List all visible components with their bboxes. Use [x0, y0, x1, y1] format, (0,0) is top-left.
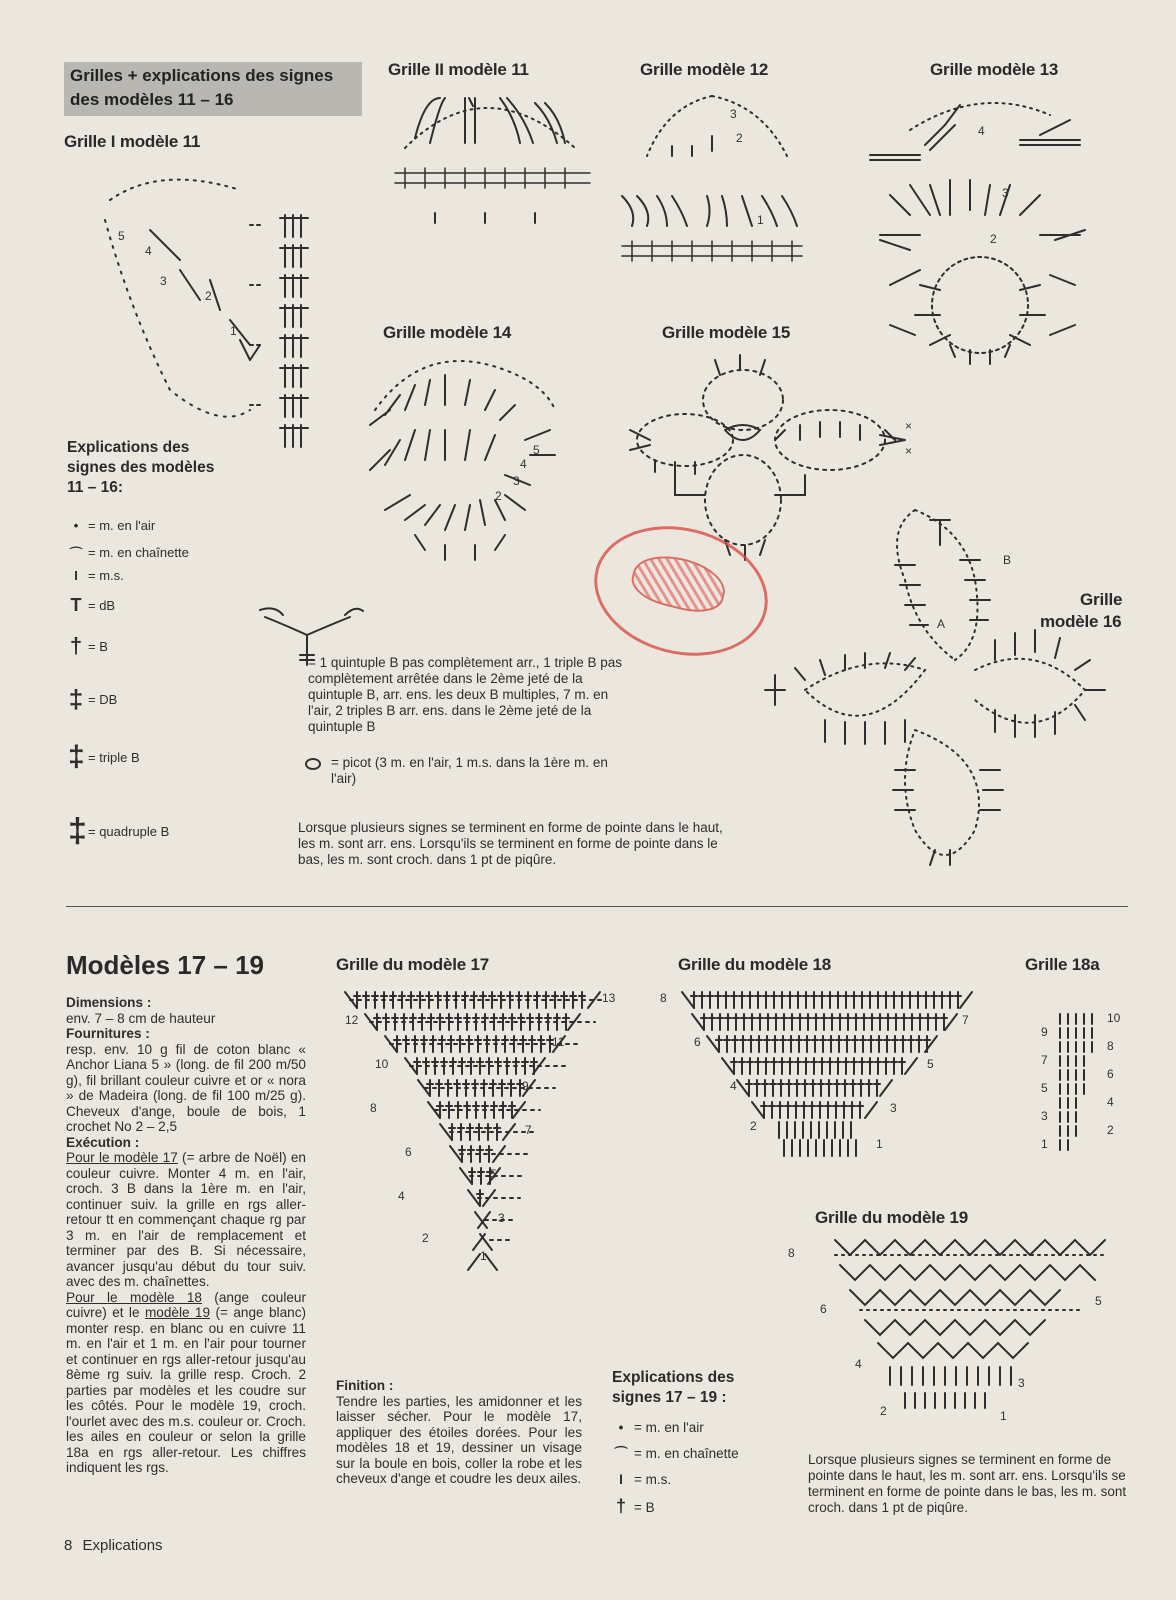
legend-item-b [68, 633, 108, 659]
diagram-grid18a [1041, 1011, 1135, 1162]
arc-symbol-icon: ⌒ [69, 546, 83, 561]
row-number: 3 [890, 1101, 897, 1115]
row-number: 6 [405, 1145, 412, 1159]
row-number: 4 [1107, 1095, 1114, 1109]
row-number: 3 [1041, 1109, 1048, 1123]
stitch-mark [692, 1014, 704, 1030]
double-treble-symbol-icon: ‡ [68, 684, 84, 714]
legend-picot-text: = picot (3 m. en l'air, 1 m.s. dans la 1ère m. en l'air) [331, 755, 608, 786]
triple-treble-symbol-icon: ‡ [68, 740, 85, 773]
dimensions-label: Dimensions : [66, 995, 152, 1010]
footer [64, 1537, 163, 1554]
turtle-stamp-icon [627, 548, 730, 619]
half-treble-symbol-icon: T [70, 595, 82, 615]
legend-item-text: = B [88, 638, 108, 654]
legend-item-chain-stitch [68, 518, 155, 533]
legend-item-text: = m.s. [88, 568, 124, 583]
exec-p1-text: (= arbre de Noël) en couleur cuivre. Monter 4 m. en l'air, croch. 3 B dans la 1ère m. en l'air, continuer suiv. la grille en rgs aller-retour tt en commençant chaque rg par 3 m. en l'air de remplacement et terminer par des B. Si nécessaire, avancer jusqu'au début du tour suiv. avec des m. chaînettes. [66, 1150, 306, 1289]
stitch-mark [365, 1014, 377, 1030]
treble-symbol-icon: † [69, 633, 83, 658]
svg-text:4: 4 [978, 124, 985, 138]
diagram-m16 [765, 500, 1125, 880]
legend-item-text: = DB [88, 692, 118, 707]
svg-text:4: 4 [520, 457, 527, 471]
legend-item-text: = m. en l'air [88, 518, 156, 533]
grid-m13-title: Grille modèle 13 [930, 60, 1059, 79]
row-number: 1 [876, 1137, 883, 1151]
row-number: 8 [660, 991, 667, 1005]
legend-11-16-title [67, 438, 214, 498]
legend-item-text: = B [634, 1500, 655, 1515]
stitch-mark [752, 1102, 764, 1118]
dot-symbol-icon: • [618, 1420, 624, 1435]
bar-symbol-icon: I [74, 568, 78, 583]
stitch-mark [865, 1102, 877, 1118]
diagram-m13 [850, 85, 1120, 365]
grid2-m11-title: Grille II modèle 11 [388, 60, 529, 79]
dot-symbol-icon: • [73, 518, 79, 533]
finition-label: Finition : [336, 1378, 394, 1393]
stitch-mark [385, 1036, 397, 1052]
fournitures-label: Fournitures : [66, 1026, 150, 1041]
quadruple-treble-symbol-icon: ‡ [68, 812, 87, 850]
arc-symbol-icon: ⌒ [614, 1446, 628, 1461]
diagram-grid2-m11 [385, 88, 595, 238]
picot-symbol-icon [305, 758, 321, 770]
legend-item-db [68, 595, 115, 616]
stitch-mark [945, 1014, 957, 1030]
dimensions-text: env. 7 – 8 cm de hauteur [66, 1010, 216, 1026]
stitch-mark [905, 1058, 917, 1074]
grid-m16-title-line2: modèle 16 [1040, 612, 1122, 631]
treble-symbol-icon: † [615, 1496, 626, 1516]
footer-section: Explications [82, 1537, 163, 1554]
row-number: 3 [498, 1211, 505, 1225]
stitch-mark [707, 1036, 719, 1052]
legend-11-16-title-line2: signes des modèles [67, 459, 215, 476]
stitch-mark [880, 1080, 892, 1096]
finition-block [336, 1378, 582, 1487]
execution-label: Exécution : [66, 1134, 140, 1150]
grid-m12-title: Grille modèle 12 [640, 60, 769, 79]
svg-text:3: 3 [730, 107, 737, 121]
row-number: 6 [820, 1302, 827, 1316]
row-number: 1 [1041, 1137, 1048, 1151]
row-number: 2 [750, 1119, 757, 1133]
legend-11-16-title-line3: 11 – 16: [67, 479, 124, 496]
page-number: 8 [64, 1537, 73, 1554]
svg-text:2: 2 [990, 232, 997, 246]
row-number: 8 [788, 1246, 795, 1260]
legend-item-text: = dB [88, 598, 116, 613]
diagram-grid18 [660, 990, 1002, 1170]
diagram-grid1-m11 [90, 160, 340, 470]
row-number: 9 [522, 1079, 529, 1093]
grid19-title: Grille du modèle 19 [815, 1208, 969, 1227]
row-number: 6 [694, 1035, 701, 1049]
row-number: 8 [370, 1101, 377, 1115]
legend-17-19-item-4 [612, 1498, 655, 1516]
legend-17-19-item-2 [612, 1446, 739, 1462]
legend-17-19-item-1 [612, 1420, 704, 1436]
stitch-mark [960, 992, 972, 1008]
row-number: 10 [1107, 1011, 1121, 1025]
grid-m16-title-line1: Grille [1080, 590, 1123, 609]
grid1-m11-title: Grille I modèle 11 [64, 132, 201, 151]
row-number: 1 [1000, 1409, 1007, 1423]
row-number: 2 [422, 1231, 429, 1245]
section-header-line1: Grilles + explications des signes [70, 66, 334, 85]
svg-text:1: 1 [230, 324, 237, 338]
row-number: 13 [602, 991, 616, 1005]
grid-m15-title: Grille modèle 15 [662, 323, 791, 342]
exec-p2-text: (= ange blanc) monter resp. en blanc ou en cuivre 11 m. en l'air et 1 m. en l'air pour tourner et continuer en rgs aller-retour jusqu'au 8ème rg suiv. la grille resp. Croch. 2 parties par modèles et les coudre sur les côtés. Pour le modèle 19, croch. l'ourlet avec des m.s. couleur or. Croch. les ailes en couleur or selon la grille 18a en rgs aller-retour. Les chiffres indiquent les rgs. [66, 1305, 307, 1475]
stitch-mark [722, 1058, 734, 1074]
svg-text:1: 1 [757, 213, 764, 227]
row-number: 6 [1107, 1067, 1114, 1081]
bar-symbol-icon: I [619, 1472, 623, 1487]
row-number: 4 [398, 1189, 405, 1203]
svg-text:2: 2 [495, 489, 502, 503]
legend-11-16-title-line1: Explications des [67, 439, 190, 456]
grid18a-title: Grille 18a [1025, 955, 1100, 974]
stitch-mark [473, 1234, 485, 1250]
exec-p2-link2: modèle 19 [144, 1305, 211, 1320]
legend-note-11-16: Lorsque plusieurs signes se terminent en forme de pointe dans le haut, les m. sont arr. ens. Lorsqu'ils se terminent en forme de pointe dans le bas, les m. sont croch. dans 1 pt de piqûre. [298, 820, 723, 867]
row-number: 7 [525, 1123, 532, 1137]
exec-p2-link1: Pour le modèle 18 [66, 1289, 202, 1305]
row-number: 5 [490, 1167, 497, 1181]
row-number: 11 [552, 1035, 565, 1049]
legend-item-text: = m. en chaînette [634, 1446, 739, 1461]
legend-item-double-b [68, 684, 117, 715]
section-header-box [64, 62, 362, 116]
legend-item-slip-chain [68, 543, 189, 562]
grid17-title: Grille du modèle 17 [336, 955, 490, 974]
legend-item-text: = m.s. [634, 1472, 672, 1487]
svg-text:B: B [1003, 553, 1012, 567]
legend-item-text: = triple B [88, 749, 140, 765]
row-number: 9 [1041, 1025, 1048, 1039]
row-number: 12 [345, 1013, 359, 1027]
row-number: 7 [1041, 1053, 1048, 1067]
row-number: 8 [1107, 1039, 1114, 1053]
legend-17-19-item-3 [612, 1472, 671, 1488]
svg-text:2: 2 [736, 131, 743, 145]
row-number: 5 [1095, 1294, 1102, 1308]
section2-instructions [66, 995, 306, 1476]
stitch-mark [480, 1234, 492, 1250]
row-number: 1 [480, 1249, 487, 1263]
finition-text: Tendre les parties, les amidonner et les laisser sécher. Pour le modèle 17, appliquer des étoiles dorées. Pour les modèles 18 et 19, dessiner un visage sur la boule en bois, coller la robe et les cheveux d'ange et coudre les deux ailes. [336, 1393, 582, 1486]
row-number: 3 [1018, 1376, 1025, 1390]
legend-item-triple-b [68, 740, 140, 774]
legend-item-single [68, 568, 124, 583]
svg-text:A: A [937, 617, 946, 631]
diagram-m14 [355, 350, 605, 570]
diagram-m12 [612, 86, 822, 286]
legend-picot-item [305, 755, 630, 787]
svg-text:2: 2 [205, 289, 212, 303]
legend-item-text: = quadruple B [88, 824, 170, 839]
diagram-grid17 [340, 990, 640, 1290]
svg-text:×: × [905, 444, 913, 458]
diagram-grid19 [788, 1235, 1130, 1425]
fournitures-text: resp. env. 10 g fil de coton blanc « Anchor Liana 5 » (long. de fil 200 m/50 g), fil brillant couleur cuivre et or « nora » de Madeira (long. de fil 100 m/25 g). Cheveux d'ange, boule de bois, 1 crochet No 2 – 2,5 [66, 1041, 306, 1134]
legend-item-quadruple-b [68, 812, 169, 851]
row-number: 5 [927, 1057, 934, 1071]
legend-17-19-title-line1: Explications des [612, 1369, 735, 1386]
exec-p2-mid: (ange couleur cuivre) et le [66, 1289, 306, 1320]
legend-item-text: = m. en chaînette [88, 545, 189, 560]
svg-text:5: 5 [533, 443, 540, 457]
svg-text:3: 3 [160, 274, 167, 288]
stitch-mark [485, 1254, 497, 1270]
stitch-mark [345, 992, 357, 1008]
legend-item-text: = m. en l'air [634, 1420, 704, 1435]
row-number: 2 [1107, 1123, 1114, 1137]
svg-text:5: 5 [118, 229, 125, 243]
row-number: 10 [375, 1057, 389, 1071]
stitch-mark [682, 992, 694, 1008]
grid18-title: Grille du modèle 18 [678, 955, 832, 974]
section2-title: Modèles 17 – 19 [66, 950, 264, 980]
legend-quintuple-text: = 1 quintuple B pas complètement arr., 1 triple B pas complètement arrêtée dans le 2ème jeté de la quintuple B, arr. ens. les deux B multiples, 7 m. en l'air, 2 triples B arr. ens. dans le 2ème jeté de la quintuple B [308, 655, 623, 734]
grid-m14-title: Grille modèle 14 [383, 323, 512, 342]
svg-text:4: 4 [145, 244, 152, 258]
legend-17-19-title [612, 1368, 734, 1408]
stitch-mark [405, 1058, 417, 1074]
row-number: 4 [730, 1079, 737, 1093]
row-number: 5 [1041, 1081, 1048, 1095]
legend-note-17-19: Lorsque plusieurs signes se terminent en forme de pointe dans le haut, les m. sont arr. ens. Lorsqu'ils se terminent en forme de pointe dans le bas, les m. sont croch. dans 1 pt de piqûre. [808, 1452, 1127, 1515]
section-header-line2: des modèles 11 – 16 [70, 90, 234, 109]
svg-text:×: × [905, 419, 913, 433]
exec-p1-link: Pour le modèle 17 [66, 1150, 178, 1165]
row-number: 7 [962, 1013, 969, 1027]
row-number: 4 [855, 1357, 862, 1371]
svg-text:3: 3 [1002, 186, 1009, 200]
stitch-mark [468, 1254, 480, 1270]
stitch-mark [737, 1080, 749, 1096]
row-number: 2 [880, 1404, 887, 1418]
svg-text:3: 3 [513, 474, 520, 488]
legend-17-19-title-line2: signes 17 – 19 : [612, 1389, 727, 1406]
section-divider [66, 906, 1128, 907]
